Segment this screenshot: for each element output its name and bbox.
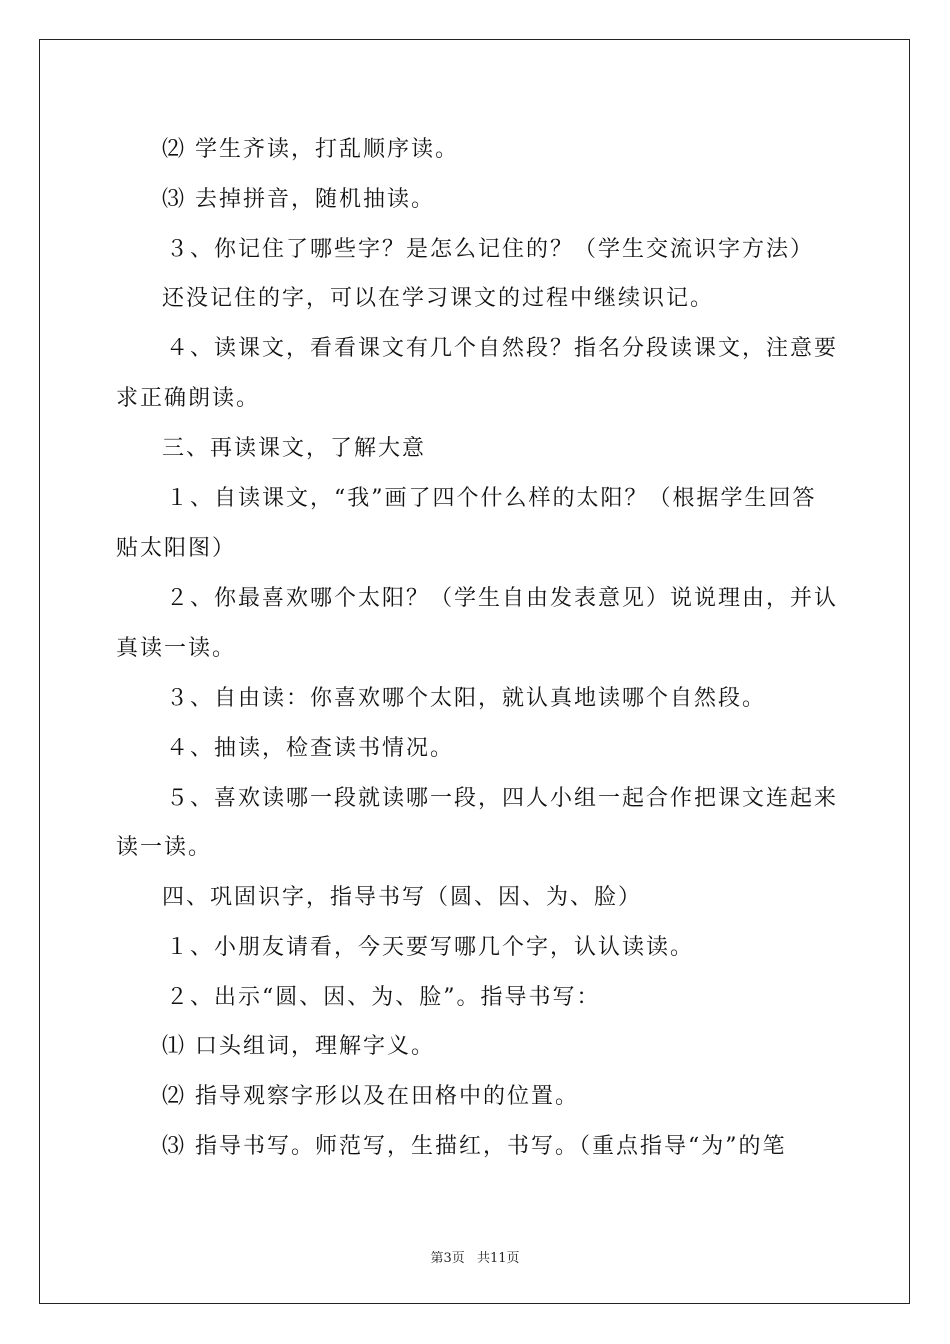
page-number: 第3页 xyxy=(430,1251,465,1266)
page-total: 共11页 xyxy=(476,1251,520,1266)
section-heading: 四、巩固识字，指导书写（圆、因、为、脸） xyxy=(162,885,643,910)
text-line: ⑵ 学生齐读，打乱顺序读。 xyxy=(162,137,459,162)
text-line: ３、你记住了哪些字？是怎么记住的？（学生交流识字方法） xyxy=(166,237,815,262)
text-line: ５、喜欢读哪一段就读哪一段，四人小组一起合作把课文连起来 xyxy=(166,786,839,811)
text-line: ４、抽读，检查读书情况。 xyxy=(166,736,455,761)
text-line: ３、自由读：你喜欢哪个太阳，就认真地读哪个自然段。 xyxy=(166,686,767,711)
page-footer xyxy=(0,1247,950,1266)
text-line: ４、读课文，看看课文有几个自然段？指名分段读课文，注意要 xyxy=(166,336,839,361)
text-line: ２、出示“圆、因、为、脸”。指导书写： xyxy=(166,985,601,1010)
text-line: 求正确朗读。 xyxy=(116,386,261,411)
text-line: 还没记住的字，可以在学习课文的过程中继续识记。 xyxy=(162,286,715,311)
page-frame xyxy=(39,39,910,1304)
text-line: １、自读课文，“我”画了四个什么样的太阳？（根据学生回答 xyxy=(166,486,817,511)
text-line: 贴太阳图） xyxy=(116,536,237,561)
text-line: ⑶ 去掉拼音，随机抽读。 xyxy=(162,187,435,212)
text-line: 真读一读。 xyxy=(116,636,237,661)
text-line: ２、你最喜欢哪个太阳？（学生自由发表意见）说说理由，并认 xyxy=(166,586,839,611)
text-line: ⑴ 口头组词，理解字义。 xyxy=(162,1034,435,1059)
text-line: 读一读。 xyxy=(116,835,213,860)
text-line: ⑵ 指导观察字形以及在田格中的位置。 xyxy=(162,1084,579,1109)
text-line: ⑶ 指导书写。师范写，生描红，书写。（重点指导“为”的笔 xyxy=(162,1134,787,1159)
section-heading: 三、再读课文，了解大意 xyxy=(162,436,427,461)
text-line: １、小朋友请看，今天要写哪几个字，认认读读。 xyxy=(166,935,695,960)
